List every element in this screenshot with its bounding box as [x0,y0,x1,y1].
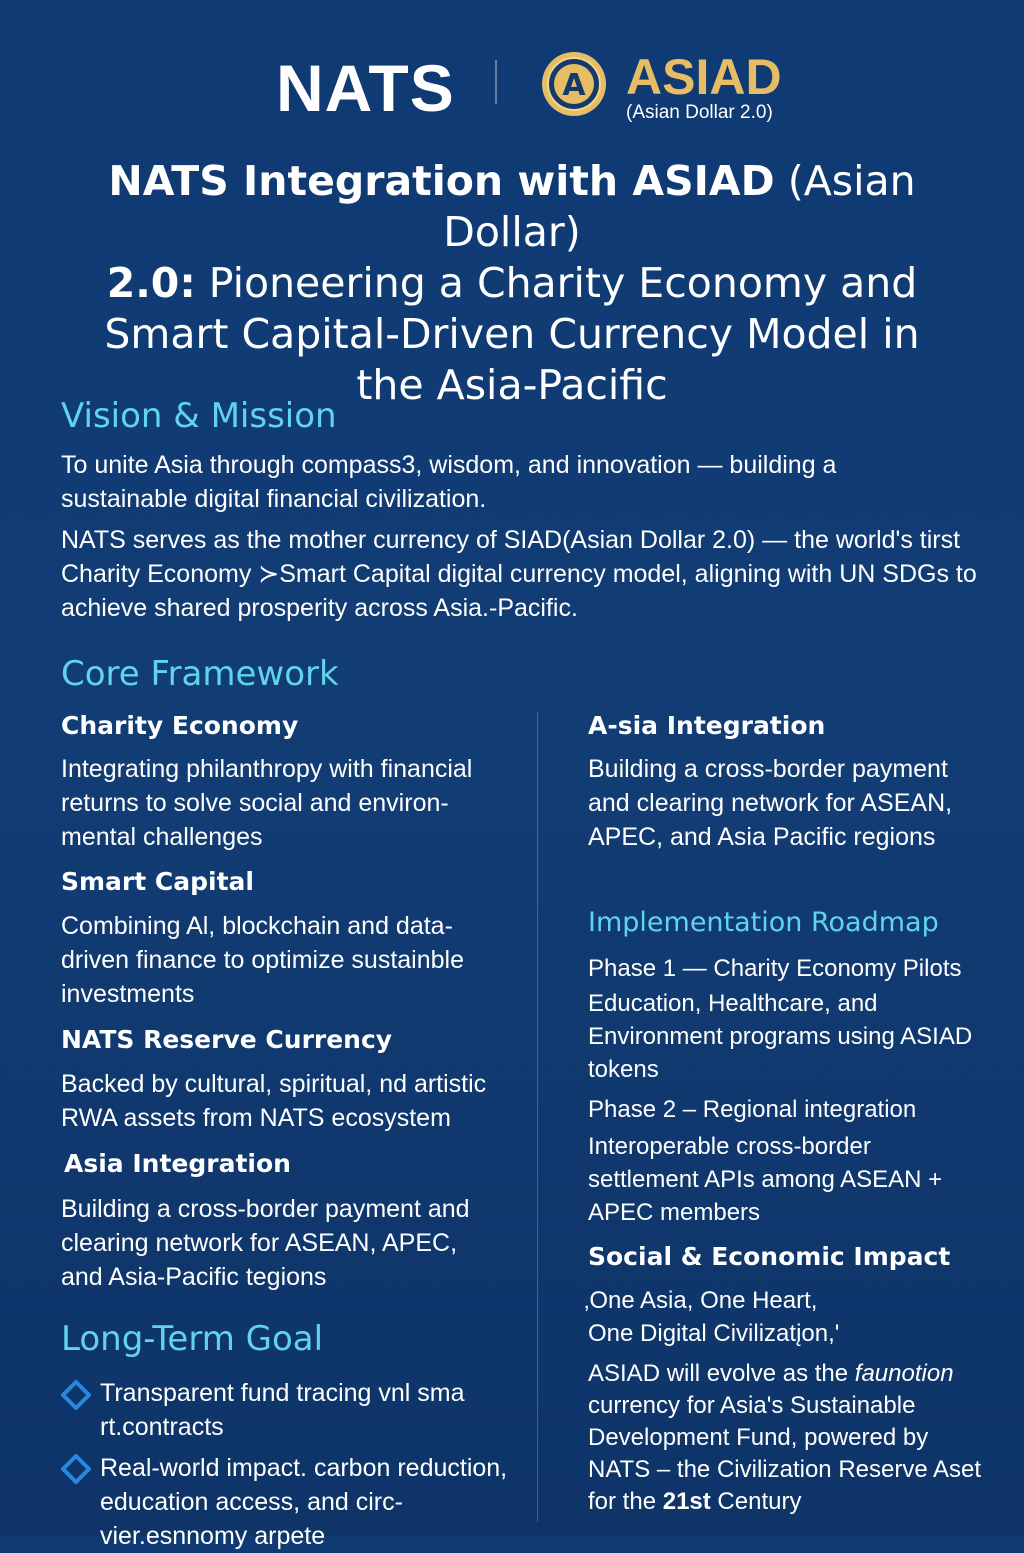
phase1-title: Phase 1 — Charity Economy Pilots [588,955,962,982]
vision-paragraph-2: NATS serves as the mother currency of SIAD(Asian Dollar 2.0) — the world's tirst Charity Economy ≻Smart Capital digital currency model, aligning with UN SDGs to achieve shared prosperity across Asia.-Pacific. [61,526,977,622]
charity-economy-title: Charity Economy [61,711,299,740]
charity-economy-text: Integrating philanthropy with financial returns to solve social and environ-mental challenges [61,755,473,851]
column-divider [537,712,538,1522]
right-asia-integration-text: Building a cross-border payment and clearing network for ASEAN, APEC, and Asia Pacific regions [588,755,953,851]
roadmap-heading: Implementation Roadmap [588,907,939,938]
goal-item-1: Transparent fund tracing vnl sma rt.contracts [100,1379,465,1441]
impact-quote-line2: One Digital Civilizatįon,' [588,1320,840,1347]
vision-paragraph-1: To unite Asia through compass3, wisdom, and innovation — building a sustainable digital financial civilization. [61,451,837,513]
smart-capital-text: Combining Al, blockchain and data-driven finance to optimize sustainble investments [61,912,465,1008]
phase2-title: Phase 2 – Regional integration [588,1096,917,1123]
diamond-bullet-icon [61,1454,91,1484]
impact-quote-line1: ‚One Asia, One Heart, [584,1287,818,1314]
asiad-coin-icon [540,50,608,118]
asia-integration-title: Asia Integration [64,1149,291,1178]
nats-reserve-title: NATS Reserve Currency [61,1025,393,1054]
diamond-bullet-icon [61,1380,91,1410]
goal-item-2: Real-world impact. carbon reduction, education access, and circ-vier.esnnomy arpete [100,1454,508,1550]
nats-reserve-text: Backed by cultural, spiritual, nd artistic RWA assets from NATS ecosystem [61,1070,487,1132]
asiad-logo: ASIAD [626,49,782,105]
phase1-text: Education, Healthcare, and Environment programs using ASIAD tokens [588,990,973,1083]
long-term-goal-heading: Long-Term Goal [61,1319,324,1359]
nats-logo: NATS [276,51,455,125]
right-asia-integration-title: A-sia Integration [588,711,826,740]
title-line3: Smart Capital-Driven Currency Model in [104,310,920,358]
title-line1: NATS Integration with ASIAD (Asian Dollar) [108,157,916,256]
vision-heading: Vision & Mission [61,396,337,436]
asiad-logo-subtitle: (Asian Dollar 2.0) [626,102,773,123]
impact-heading: Social & Economic Impact [588,1242,951,1271]
phase2-text: Interoperable cross-border settlement APIs among ASEAN + APEC members [588,1133,943,1226]
impact-text: ASIAD will evolve as the faunotion currency for Asia's Sustainable Development Fund, powered by NATS – the Civilization Reserve Aset for the 21st Century [588,1360,982,1515]
title-line4: the Asia-Pacific [356,361,668,409]
logo-header [0,40,1024,140]
smart-capital-title: Smart Capital [61,867,254,896]
title-line2: 2.0: Pioneering a Charity Economy and [106,259,918,307]
asia-integration-text: Building a cross-border payment and clearing network for ASEAN, APEC, and Asia-Pacific tegions [61,1195,470,1291]
coin-letter: A [562,68,586,103]
page-title [40,156,984,411]
core-framework-heading: Core Framework [61,654,339,694]
logo-divider [495,60,497,104]
